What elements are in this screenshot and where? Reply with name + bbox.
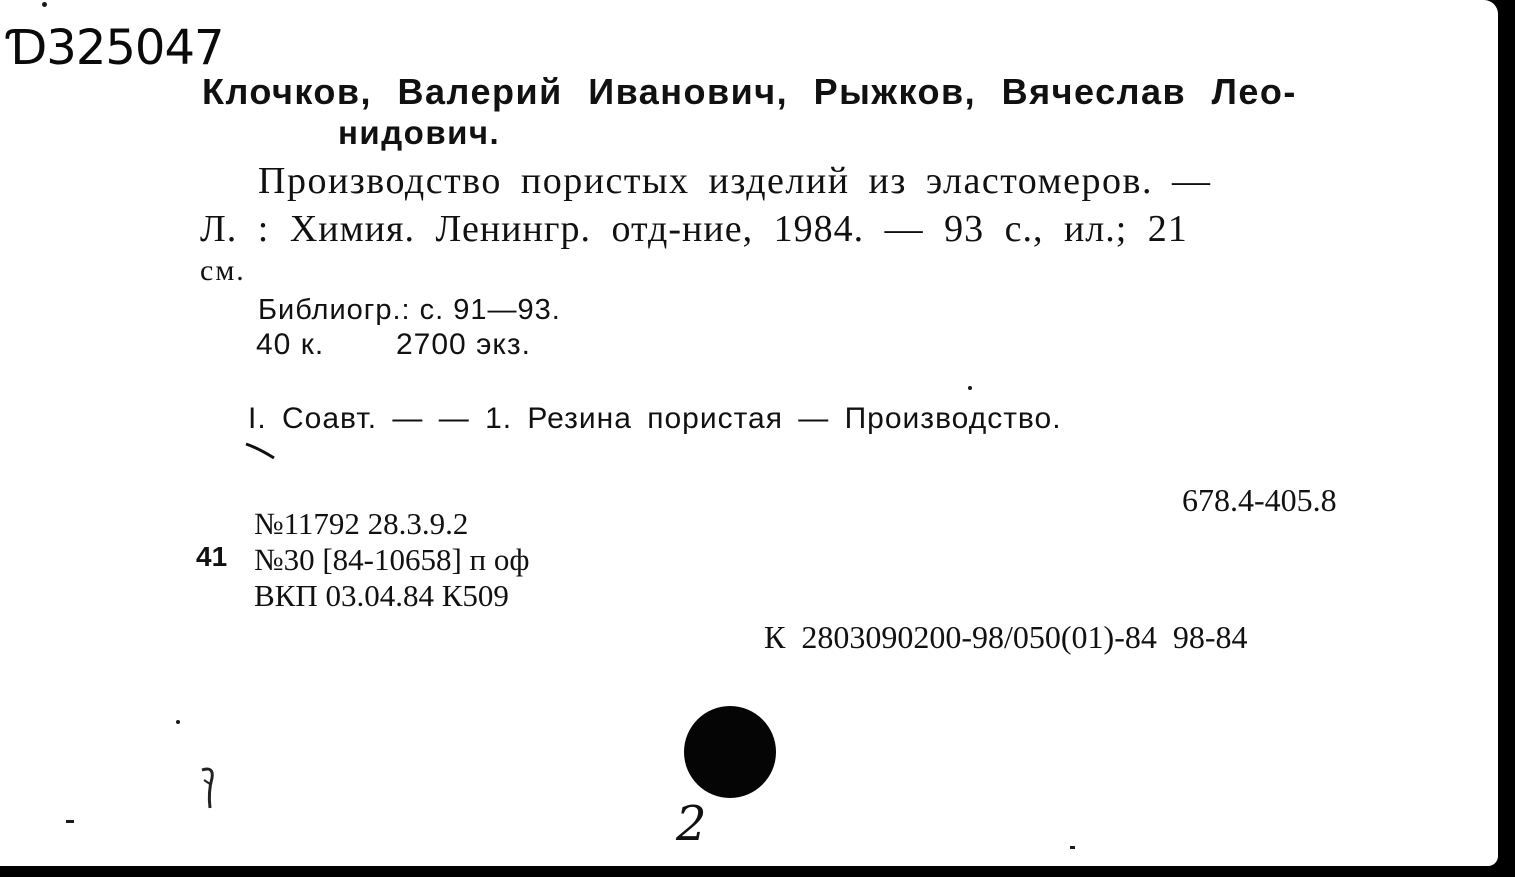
title-line-2: Л. : Химия. Ленингр. отд-ние, 1984. — 93 с., ил.; 21	[200, 208, 1188, 250]
author-heading-line-1: Клочков, Валерий Иванович, Рыжков, Вячеслав Лео-	[202, 71, 1297, 112]
author-heading-line-2: нидович.	[338, 114, 501, 151]
bibliography-note: Библиогр.: с. 91—93.	[258, 294, 561, 326]
registry-number: 41	[196, 541, 228, 572]
speck	[66, 820, 74, 823]
title-line-3: см.	[200, 254, 246, 287]
registry-line-3: ВКП 03.04.84 К509	[254, 578, 509, 613]
pen-tick-mark	[244, 440, 278, 460]
title-line-1: Производство пористых изделий из эластомеров. —	[258, 160, 1212, 202]
udc-code: 678.4-405.8	[1182, 482, 1337, 518]
speck	[968, 386, 972, 390]
speck	[1070, 846, 1075, 849]
subject-tracing: I. Соавт. — — 1. Резина пористая — Производство.	[248, 402, 1062, 435]
handwritten-mark: 2	[676, 796, 707, 852]
price-note: 40 к.	[256, 328, 325, 361]
registry-line-1: №11792 28.3.9.2	[254, 506, 469, 541]
catalog-code: К 2803090200-98/050(01)-84 98-84	[764, 619, 1248, 655]
punch-hole	[684, 706, 776, 798]
copies-note: 2700 экз.	[396, 328, 531, 361]
call-number: Ɗ325047	[8, 20, 224, 76]
registry-line-2: №30 [84-10658] п оф	[254, 542, 530, 577]
speck	[42, 2, 47, 7]
pen-scribble-mark	[196, 762, 222, 814]
speck	[176, 720, 180, 724]
